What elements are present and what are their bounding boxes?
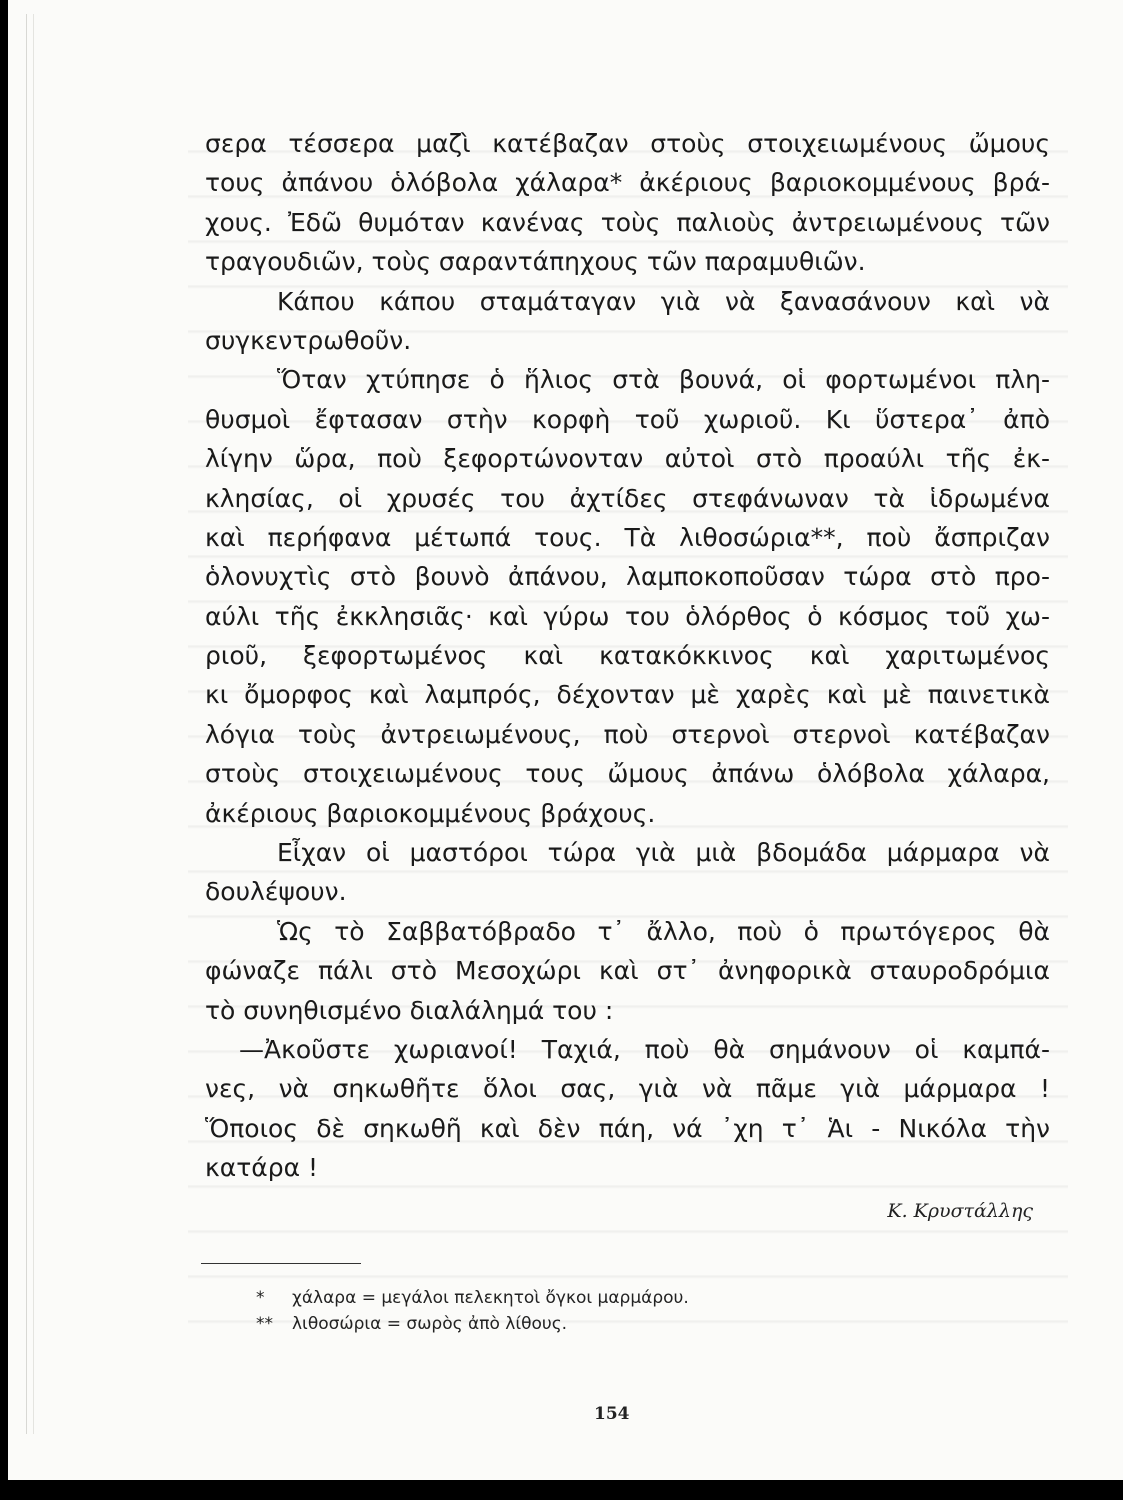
text-line: δουλέψουν. [205, 877, 347, 907]
text-line: λόγια τοὺς ἀντρειωμένους, ποὺ στερνοὶ στερνοὶ κατέβαζαν [205, 719, 1050, 749]
text-line: τραγουδιῶν, τοὺς σαραντάπηχους τῶν παραμυθιῶν. [205, 247, 866, 277]
text-line: τὸ συνηθισμένο διαλάλημά του : [205, 995, 614, 1025]
body-text [205, 124, 1050, 1188]
text-line: ἀκέριους βαριοκομμένους βράχους. [205, 798, 656, 828]
footnote [256, 1311, 689, 1337]
text-line: Κάπου κάπου σταμάταγαν γιὰ νὰ ξανασάνουν καὶ νὰ [277, 286, 1050, 316]
text-line: ριοῦ, ξεφορτωμένος καὶ κατακόκκινος καὶ χαριτωμένος [205, 641, 1050, 671]
text-line: σερα τέσσερα μαζὶ κατέβαζαν στοὺς στοιχειωμένους ὤμους [205, 129, 1050, 158]
author-signature: Κ. Κρυστάλλης [887, 1200, 1033, 1222]
text-line: στοὺς στοιχειωμένους τους ὤμους ἀπάνω ὁλόβολα χάλαρα, [205, 759, 1050, 789]
text-line: τους ἀπάνου ὁλόβολα χάλαρα* ἀκέριους βαριοκομμένους βρά- [205, 168, 1050, 198]
text-line: ὁλονυχτὶς στὸ βουνὸ ἀπάνου, λαμποκοποῦσαν τώρα στὸ προ- [205, 562, 1050, 592]
text-line: νες, νὰ σηκωθῆτε ὅλοι σας, γιὰ νὰ πᾶμε γιὰ μάρμαρα ! [205, 1074, 1050, 1104]
text-line: κι ὄμορφος καὶ λαμπρός, δέχονταν μὲ χαρὲς καὶ μὲ παινετικὰ [205, 680, 1050, 710]
book-page [8, 0, 1123, 1480]
text-line: θυσμοὶ ἔφτασαν στὴν κορφὴ τοῦ χωριοῦ. Κι ὕστερα᾿ ἀπὸ [205, 404, 1050, 434]
page-number: 154 [594, 1404, 630, 1424]
text-line: κατάρα ! [205, 1153, 319, 1183]
text-line: Ὅταν χτύπησε ὁ ἥλιος στὰ βουνά, οἱ φορτωμένοι πλη- [277, 365, 1050, 395]
footnote [256, 1285, 689, 1311]
footnote-text: χάλαρα = μεγάλοι πελεκητοὶ ὄγκοι μαρμάρου. [292, 1288, 689, 1308]
footnote-mark: * [256, 1288, 265, 1308]
text-line: —Ἀκοῦστε χωριανοί! Ταχιά, ποὺ θὰ σημάνουν οἱ καμπά- [239, 1034, 1050, 1064]
text-line: κλησίας, οἱ χρυσές του ἀχτίδες στεφάνωναν τὰ ἱδρωμένα [205, 483, 1050, 513]
footnotes [256, 1285, 689, 1337]
text-line: Εἶχαν οἱ μαστόροι τώρα γιὰ μιὰ βδομάδα μάρμαρα νὰ [277, 838, 1050, 868]
text-line: φώναζε πάλι στὸ Μεσοχώρι καὶ στ᾿ ἀνηφορικὰ σταυροδρόμια [205, 956, 1050, 986]
text-line: Ὡς τὸ Σαββατόβραδο τ᾿ ἄλλο, ποὺ ὁ πρωτόγερος θὰ [277, 916, 1050, 946]
text-line: συγκεντρωθοῦν. [205, 325, 412, 355]
text-line: καὶ περήφανα μέτωπά τους. Τὰ λιθοσώρια**, ποὺ ἄσπριζαν [205, 522, 1050, 552]
text-line: αύλι τῆς ἐκκλησιᾶς· καὶ γύρω του ὁλόρθος ὁ κόσμος τοῦ χω- [205, 601, 1050, 631]
footnote-mark: ** [256, 1314, 273, 1334]
page-edge-shadow [26, 14, 34, 1434]
text-line: Ὅποιος δὲ σηκωθῆ καὶ δὲν πάη, νά ᾿χη τ᾿ Ἁι - Νικόλα τὴν [205, 1113, 1050, 1143]
footnote-text: λιθοσώρια = σωρὸς ἀπὸ λίθους. [292, 1314, 568, 1334]
text-line: λίγην ὥρα, ποὺ ξεφορτώνονταν αὐτοὶ στὸ προαύλι τῆς ἐκ- [205, 444, 1050, 474]
footnote-divider [201, 1263, 361, 1264]
text-line: χους. Ἐδῶ θυμόταν κανένας τοὺς παλιοὺς ἀντρειωμένους τῶν [205, 207, 1050, 237]
